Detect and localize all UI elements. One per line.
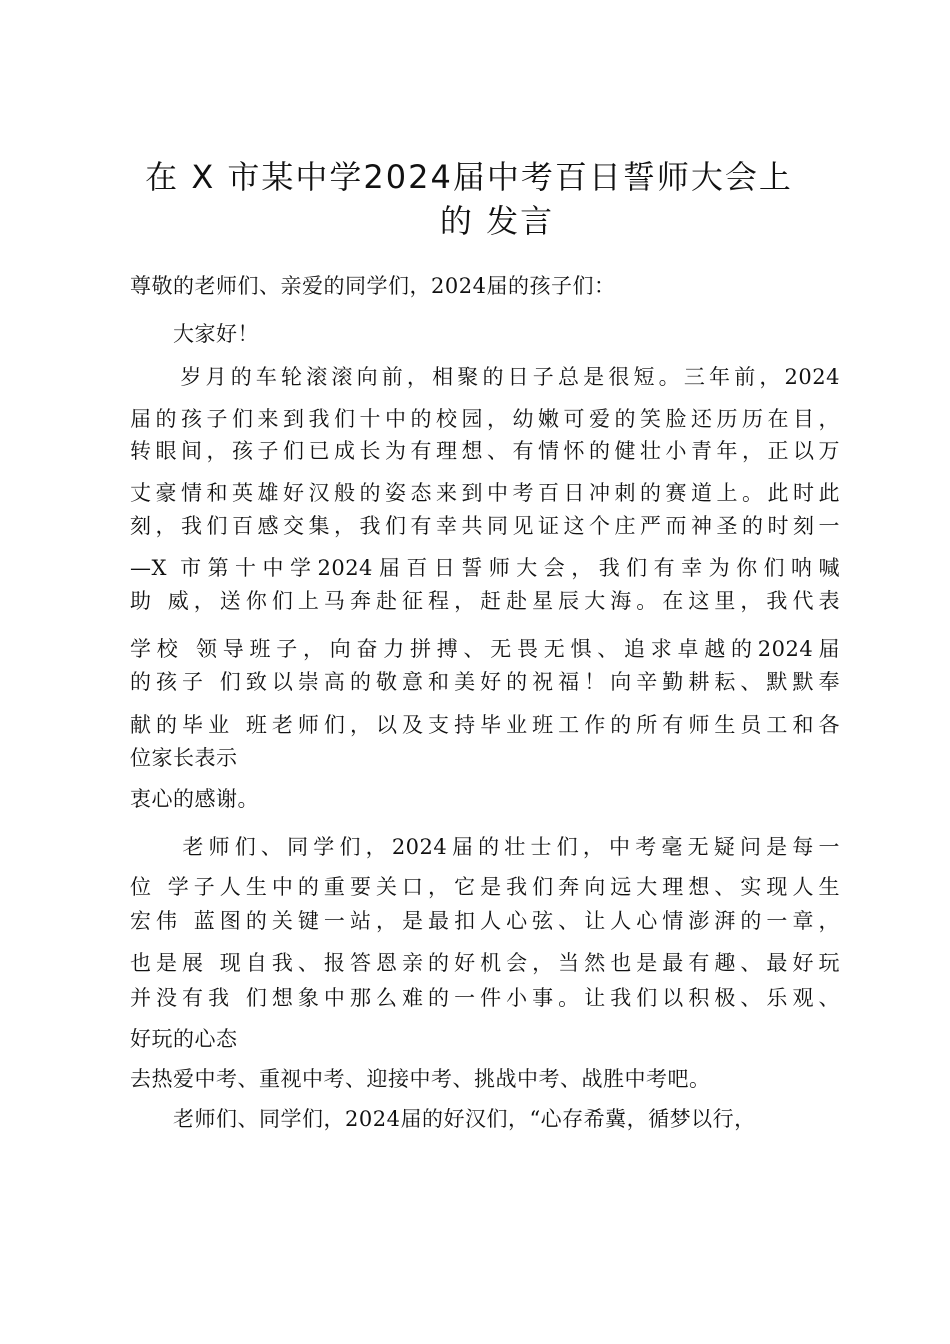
- paragraph-1-line: 位家长表示: [130, 746, 238, 770]
- paragraph-2-line: 位 学子人生中的重要关口，它是我们奔向远大理想、实现人生: [130, 875, 840, 899]
- paragraph-2-line: 老师们、同学们，2024届的壮士们，中考毫无疑问是每一: [130, 835, 840, 859]
- document-title-line-2: 的 发言: [439, 202, 555, 240]
- paragraph-1-line: 的孩子 们致以崇高的敬意和美好的祝福！向辛勤耕耘、默默奉: [130, 670, 840, 694]
- paragraph-1-line: 学校 领导班子，向奋力拼搏、无畏无惧、追求卓越的2024届: [130, 637, 840, 661]
- paragraph-1-line: 刻，我们百感交集，我们有幸共同见证这个庄严而神圣的时刻一: [130, 514, 840, 538]
- paragraph-1-line: 助 威，送你们上马奔赴征程，赶赴星辰大海。在这里，我代表: [130, 589, 840, 613]
- paragraph-2-line: 并没有我 们想象中那么难的一件小事。让我们以积极、乐观、: [130, 986, 840, 1010]
- paragraph-1-line: 届的孩子们来到我们十中的校园，幼嫩可爱的笑脸还历历在目，: [130, 407, 840, 431]
- paragraph-2-line: 好玩的心态: [130, 1027, 238, 1051]
- paragraph-1-line: 丈豪情和英雄好汉般的姿态来到中考百日冲刺的赛道上。此时此: [130, 481, 840, 505]
- paragraph-1-line: 衷心的感谢。: [130, 787, 259, 811]
- document-title-line-1: 在 X 市某中学2024届中考百日誓师大会上: [145, 158, 793, 196]
- paragraph-1-line: 转眼间，孩子们已成长为有理想、有情怀的健壮小青年，正以万: [130, 439, 840, 463]
- paragraph-2-line: 宏伟 蓝图的关键一站，是最扣人心弦、让人心情澎湃的一章，: [130, 909, 840, 933]
- greeting-line: 大家好！: [130, 322, 259, 346]
- paragraph-1-line: —X 市第十中学2024届百日誓师大会，我们有幸为你们呐喊: [130, 556, 840, 580]
- salutation-line: 尊敬的老师们、亲爱的同学们，2024届的孩子们：: [130, 274, 616, 298]
- paragraph-2-line: 去热爱中考、重视中考、迎接中考、挑战中考、战胜中考吧。: [130, 1067, 711, 1091]
- paragraph-1-line: 岁月的车轮滚滚向前，相聚的日子总是很短。三年前，2024: [130, 365, 840, 389]
- paragraph-2-line: 也是展 现自我、报答恩亲的好机会，当然也是最有趣、最好玩: [130, 951, 840, 975]
- paragraph-3-line: 老师们、同学们，2024届的好汉们，“心存希冀，循梦以行，: [130, 1107, 756, 1131]
- paragraph-1-line: 献的毕业 班老师们，以及支持毕业班工作的所有师生员工和各: [130, 713, 840, 737]
